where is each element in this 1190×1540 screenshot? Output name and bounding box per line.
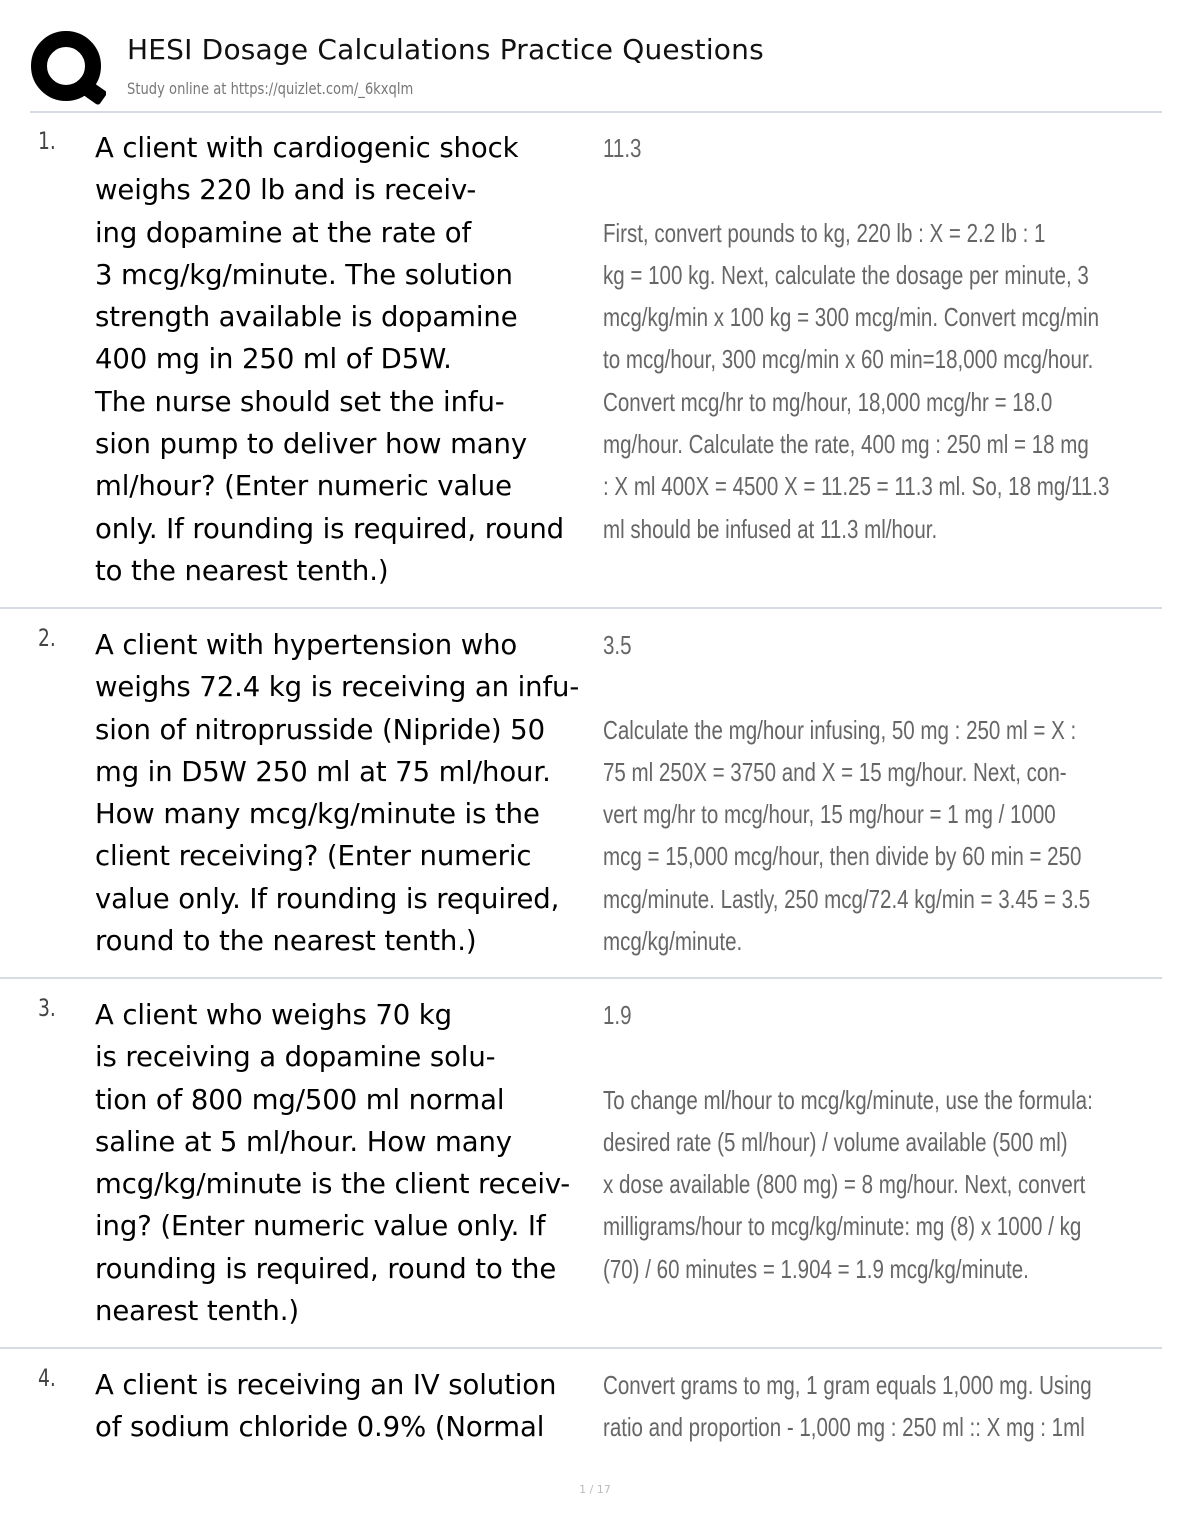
- card-question: A client is receiving an IV solution of sodium chloride 0.9% (Normal: [95, 1369, 557, 1444]
- card-answer: 1.9 To change ml/hour to mcg/kg/minute, use the formula: desired rate (5 ml/hour) / volume available (500 ml) x dose available (800 mg) = 8 mg/hour. Next, convert milligrams/hour to mcg/kg/minute: mg (8) x 1000 / kg (70) / 60 minutes = 1.904 = 1.9 mcg/kg/minute.: [603, 1000, 1093, 1284]
- quizlet-logo-icon: [30, 30, 106, 106]
- card-question: A client with cardiogenic shock weighs 220 lb and is receiv- ing dopamine at the rate of 3 mcg/kg/minute. The solution strength available is dopamine 400 mg in 250 ml of D5W. The nurse should set the infu- sion pump to deliver how many ml/hour? (Enter numeric value only. If rounding is required, round to the nearest tenth.): [95, 132, 565, 587]
- card-divider: [0, 607, 1162, 609]
- card-number: 1.: [38, 127, 56, 155]
- header-divider: [30, 111, 1162, 113]
- card-number: 4.: [38, 1364, 56, 1392]
- card-question: A client with hypertension who weighs 72.4 kg is receiving an infu- sion of nitroprusside (Nipride) 50 mg in D5W 250 ml at 75 ml/hour. How many mcg/kg/minute is the client receiving? (Enter numeric value only. If rounding is required, round to the nearest tenth.): [95, 629, 580, 958]
- card-number: 2.: [38, 624, 56, 652]
- page-number: 1 / 17: [579, 1483, 611, 1496]
- study-online-link[interactable]: Study online at https://quizlet.com/_6kxqlm: [127, 79, 414, 98]
- card-answer: 11.3 First, convert pounds to kg, 220 lb : X = 2.2 lb : 1 kg = 100 kg. Next, calculate the dosage per minute, 3 mcg/kg/min x 100 kg = 300 mcg/min. Convert mcg/min to mcg/hour, 300 mcg/min x 60 min=18,000 mcg/hour. Convert mcg/hr to mg/hour, 18,000 mcg/hr = 18.0 mg/hour. Calculate the rate, 400 mg : 250 ml = 18 mg : X ml 400X = 4500 X = 11.25 = 11.3 ml. So, 18 mg/11.3 ml should be infused at 11.3 ml/hour.: [603, 133, 1110, 544]
- page-title: HESI Dosage Calculations Practice Questions: [127, 33, 764, 66]
- card-question: A client who weighs 70 kg is receiving a dopamine solu- tion of 800 mg/500 ml normal saline at 5 ml/hour. How many mcg/kg/minute is the client receiv- ing? (Enter numeric value only. If rounding is required, round to the nearest tenth.): [95, 999, 571, 1328]
- card-number: 3.: [38, 994, 56, 1022]
- card-divider: [0, 1347, 1162, 1349]
- card-answer: 3.5 Calculate the mg/hour infusing, 50 mg : 250 ml = X : 75 ml 250X = 3750 and X = 15 mg/hour. Next, con- vert mg/hr to mcg/hour, 15 mg/hour = 1 mg / 1000 mcg = 15,000 mcg/hour, then divide by 60 min = 250 mcg/minute. Lastly, 250 mcg/72.4 kg/min = 3.45 = 3.5 mcg/kg/minute.: [603, 630, 1091, 957]
- card-divider: [0, 977, 1162, 979]
- card-answer: Convert grams to mg, 1 gram equals 1,000 mg. Using ratio and proportion - 1,000 mg : 250 ml :: X mg : 1ml: [603, 1370, 1092, 1443]
